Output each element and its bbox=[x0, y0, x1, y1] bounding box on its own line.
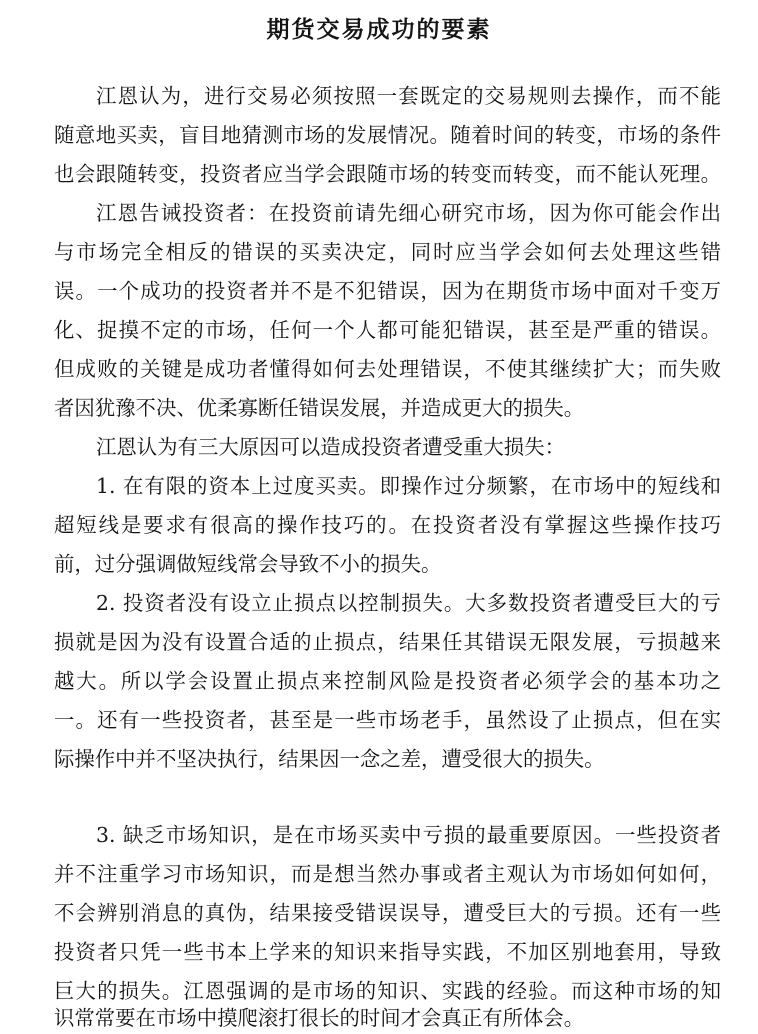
text-line: 际操作中并不坚决执行，结果因一念之差，遭受很大的损失。 bbox=[54, 747, 605, 771]
text-line: 江恩认为，进行交易必须按照一套既定的交易规则去操作，而不能 bbox=[96, 84, 721, 108]
text-line: 巨大的损失。江恩强调的是市场的知识、实践的经验。而这种市场的知 bbox=[54, 979, 721, 1003]
text-line: 并不注重学习市场知识，而是想当然办事或者主观认为市场如何如何， bbox=[54, 862, 721, 886]
text-line: 损就是因为没有设置合适的止损点，结果任其错误无限发展，亏损越来 bbox=[54, 630, 721, 654]
text-line: 化、捉摸不定的市场，任何一个人都可能犯错误，甚至是严重的错误。 bbox=[54, 318, 721, 342]
text-line: 超短线是要求有很高的操作技巧的。在投资者没有掌握这些操作技巧 bbox=[54, 513, 721, 537]
text-line: 也会跟随转变，投资者应当学会跟随市场的转变而转变，而不能认死理。 bbox=[54, 162, 721, 186]
text-line: 3. 缺乏市场知识，是在市场买卖中亏损的最重要原因。一些投资者 bbox=[96, 823, 721, 847]
text-line: 1. 在有限的资本上过度买卖。即操作过分频繁，在市场中的短线和 bbox=[96, 474, 721, 498]
text-line: 误。一个成功的投资者并不是不犯错误，因为在期货市场中面对千变万 bbox=[54, 279, 721, 303]
text-line: 一。还有一些投资者，甚至是一些市场老手，虽然设了止损点，但在实 bbox=[54, 708, 721, 732]
text-line: 越大。所以学会设置止损点来控制风险是投资者必须学会的基本功之 bbox=[54, 669, 721, 693]
text-line: 不会辨别消息的真伪，结果接受错误误导，遭受巨大的亏损。还有一些 bbox=[54, 901, 721, 925]
text-line: 江恩告诫投资者：在投资前请先细心研究市场，因为你可能会作出 bbox=[96, 201, 721, 225]
text-line: 者因犹豫不决、优柔寡断任错误发展，并造成更大的损失。 bbox=[54, 396, 585, 420]
text-line: 与市场完全相反的错误的买卖决定，同时应当学会如何去处理这些错 bbox=[54, 240, 721, 264]
text-line: 前，过分强调做短线常会导致不小的损失。 bbox=[54, 552, 442, 576]
text-line: 但成败的关键是成功者懂得如何去处理错误，不使其继续扩大；而失败 bbox=[54, 357, 721, 381]
page-title: 期货交易成功的要素 bbox=[266, 17, 492, 43]
text-line: 2. 投资者没有设立止损点以控制损失。大多数投资者遭受巨大的亏 bbox=[96, 591, 721, 615]
text-line: 随意地买卖，盲目地猜测市场的发展情况。随着时间的转变，市场的条件 bbox=[54, 123, 721, 147]
text-line: 投资者只凭一些书本上学来的知识来指导实践，不加区别地套用，导致 bbox=[54, 940, 721, 964]
text-line: 江恩认为有三大原因可以造成投资者遭受重大损失： bbox=[96, 435, 565, 459]
text-line: 识常常要在市场中摸爬滚打很长的时间才会真正有所体会。 bbox=[54, 1006, 585, 1030]
